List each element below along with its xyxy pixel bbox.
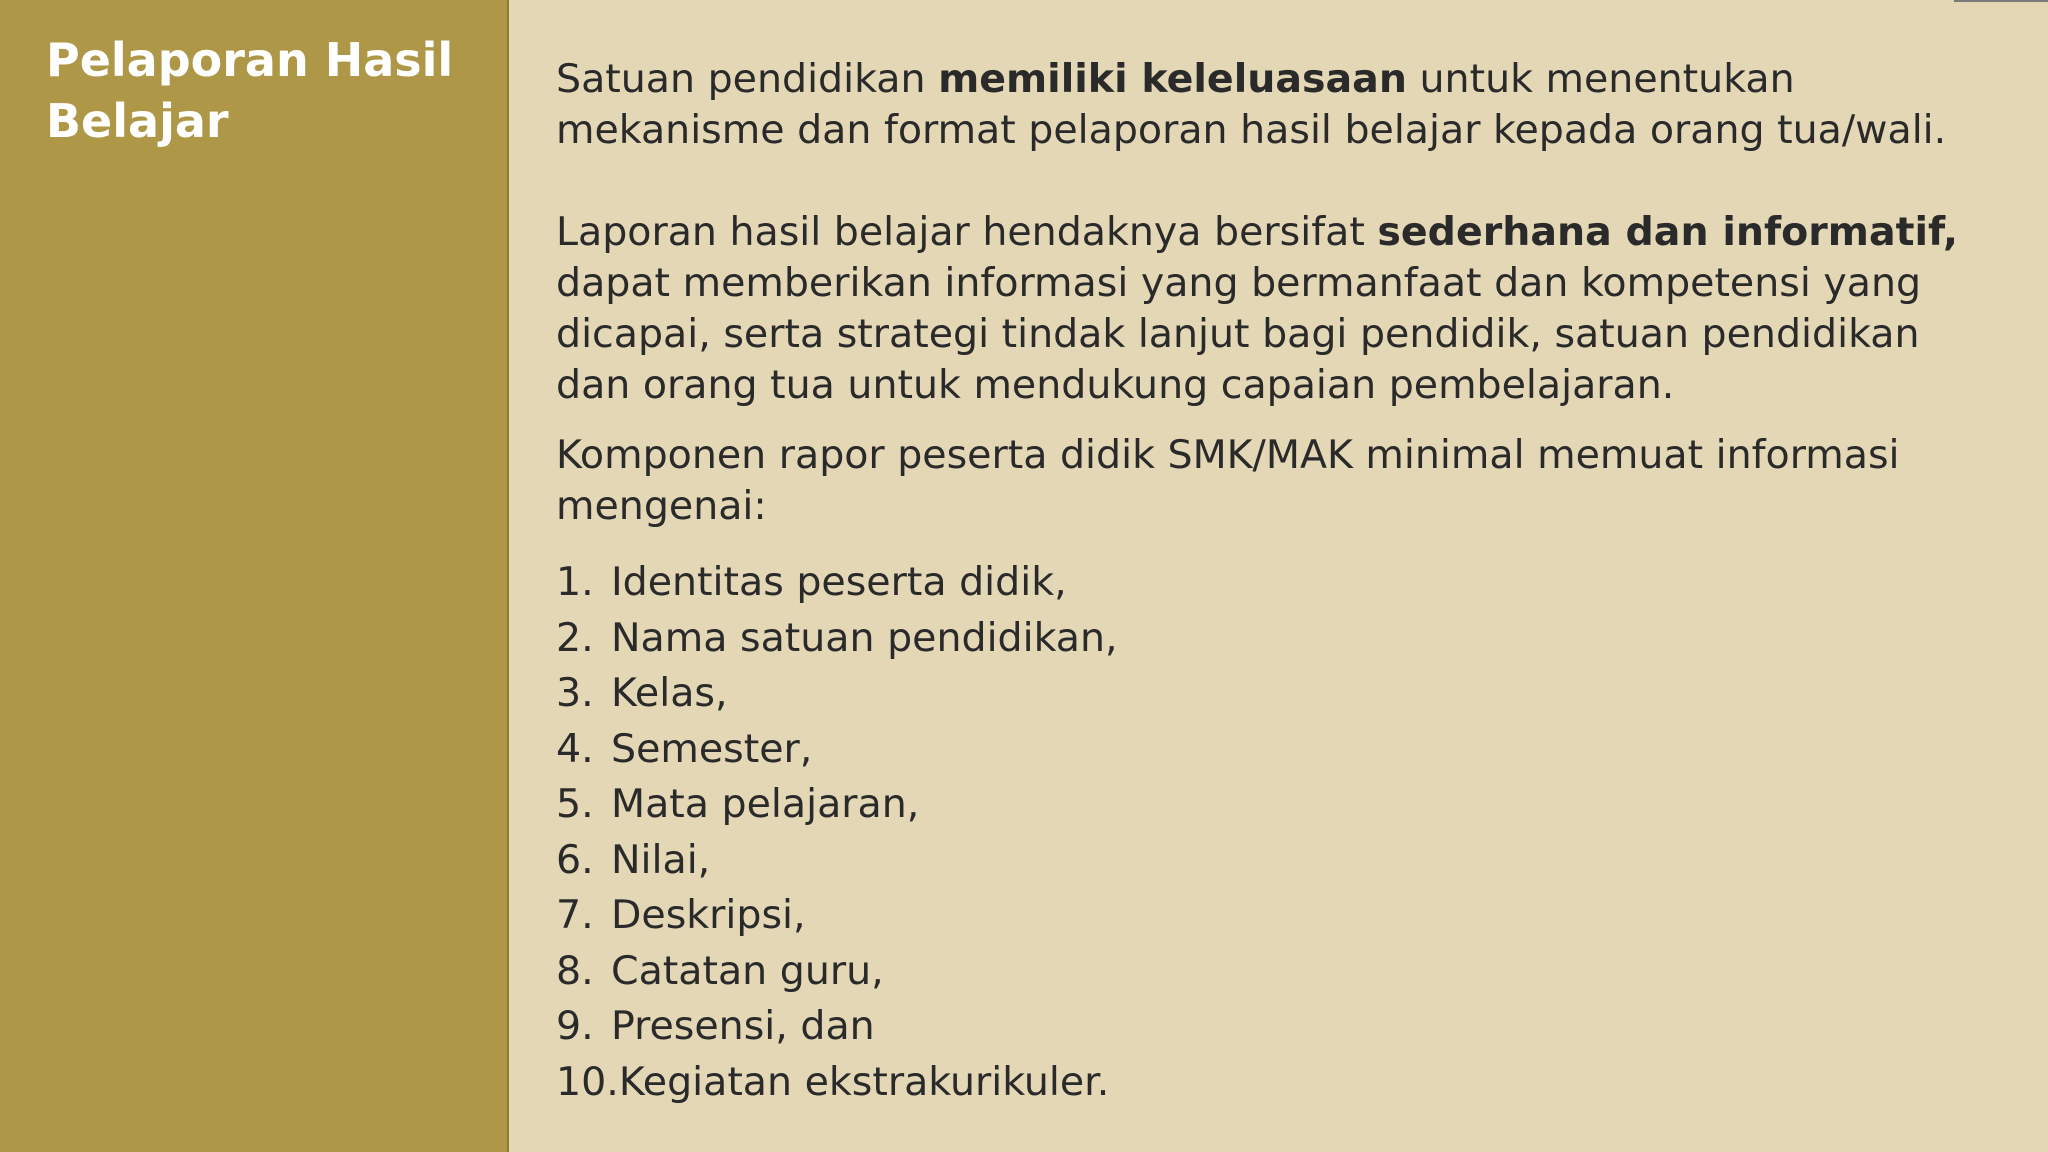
- list-item-number: 10.: [556, 1058, 619, 1105]
- list-item: [556, 666, 1996, 722]
- list-item-text: Nama satuan pendidikan,: [611, 614, 1118, 661]
- list-item-text: Nilai,: [611, 836, 711, 883]
- content-area: [556, 54, 1996, 1110]
- list-item-text: Mata pelajaran,: [611, 781, 920, 827]
- list-item-text: Presensi, dan: [611, 1003, 875, 1049]
- list-item-text: Kelas,: [611, 670, 728, 716]
- list-item-text: Catatan guru,: [611, 947, 884, 994]
- list-item-number: 6.: [556, 836, 594, 883]
- list-item-number: 1.: [556, 559, 594, 605]
- list-item-number: 7.: [556, 892, 594, 938]
- paragraph-text: dapat memberikan informasi yang bermanfaat dan kompetensi yang dicapai, serta strategi tindak lanjut bagi pendidik, satuan pendidikan dan orang tua untuk mendukung capaian pembelajaran.: [556, 260, 1922, 408]
- paragraph-text: Satuan pendidikan: [556, 56, 939, 102]
- paragraph-text: Laporan hasil belajar hendaknya bersifat: [556, 209, 1378, 255]
- list-item-text: Identitas peserta didik,: [611, 559, 1067, 605]
- list-item-text: Semester,: [611, 725, 813, 772]
- list-item: [556, 555, 1996, 611]
- list-item-number: 9.: [556, 1003, 594, 1049]
- list-item-text: Kegiatan ekstrakurikuler.: [618, 1058, 1110, 1105]
- report-components-list: [556, 555, 1996, 1110]
- list-item: [556, 999, 1996, 1055]
- list-item: [556, 777, 1996, 833]
- paragraph-text: untuk menentukan mekanisme dan format pelaporan hasil belajar kepada orang tua/wali.: [556, 56, 1947, 153]
- emphasis-text: sederhana dan informatif,: [1377, 209, 1959, 255]
- sidebar-panel: [0, 0, 509, 1152]
- list-item: [556, 722, 1996, 778]
- list-item-number: 8.: [556, 947, 594, 994]
- list-item-number: 5.: [556, 781, 594, 827]
- list-item-text: Deskripsi,: [611, 892, 806, 938]
- list-item: [556, 833, 1996, 889]
- list-item: [556, 1055, 1996, 1111]
- list-item: [556, 888, 1996, 944]
- paragraph-report-components: Komponen rapor peserta didik SMK/MAK minimal memuat informasi mengenai:: [556, 432, 1900, 529]
- list-item-number: 3.: [556, 670, 594, 716]
- emphasis-text: memiliki keleluasaan: [938, 56, 1407, 102]
- top-rule-divider: [1954, 0, 2048, 2]
- paragraph-flexibility: [556, 54, 1996, 156]
- paragraph-report-nature: [556, 207, 1996, 411]
- list-item-number: 2.: [556, 614, 594, 661]
- list-item: [556, 611, 1996, 667]
- slide-title: Pelaporan Hasil Belajar: [46, 33, 454, 148]
- list-item: [556, 944, 1996, 1000]
- list-item-number: 4.: [556, 725, 594, 772]
